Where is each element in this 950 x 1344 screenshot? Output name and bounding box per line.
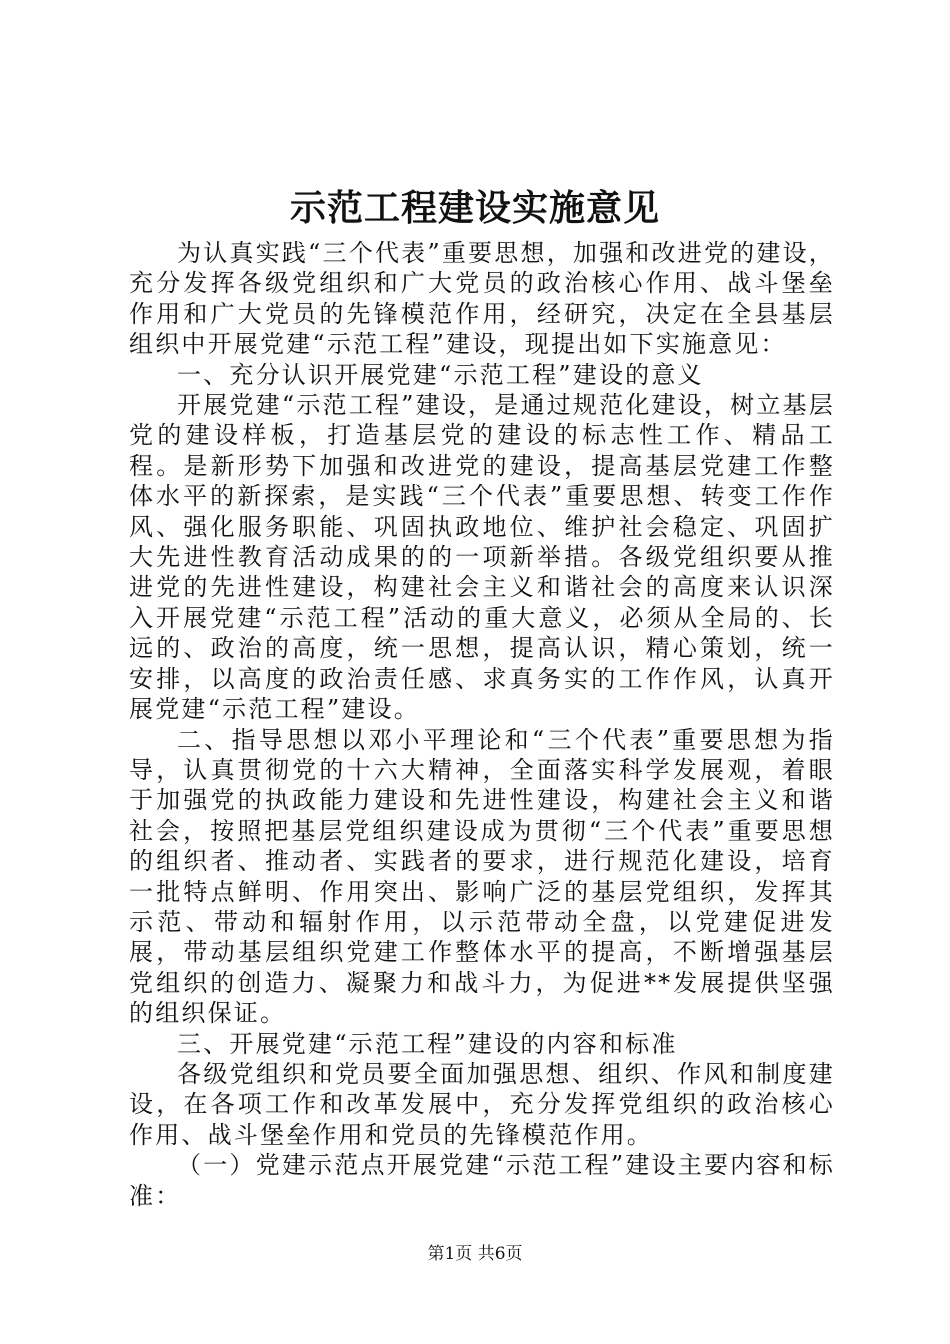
section-heading-3: 三、开展党建“示范工程”建设的内容和标准	[177, 1029, 678, 1058]
paragraph-significance: 开展党建“示范工程”建设，是通过规范化建设，树立基层党的建设样板，打造基层党的建设的标志性工作、精品工程。是新形势下加强和改进党的建设，提高基层党建工作整体水平的新探索，是实践“三个代表”重要思想、转变工作作风、强化服务职能、巩固执政地位、维护社会稳定、巩固扩大先进性教育活动成果的的一项新举措。各级党组织要从推进党的先进性建设，构建社会主义和谐社会的高度来认识深入开展党建“示范工程”活动的重大意义，必须从全局的、长远的、政治的高度，统一思想，提高认识，精心策划，统一安排，以高度的政治责任感、求真务实的工作作风，认真开展党建“示范工程”建设。	[129, 391, 835, 724]
section-heading-1: 一、充分认识开展党建“示范工程”建设的意义	[177, 360, 704, 389]
paragraph-content-standards: 各级党组织和党员要全面加强思想、组织、作风和制度建设，在各项工作和改革发展中，充分发挥党组织的政治核心作用、战斗堡垒作用和党员的先锋模范作用。	[129, 1059, 835, 1149]
document-title: 示范工程建设实施意见	[289, 187, 660, 229]
subsection-heading-1: （一）党建示范点开展党建“示范工程”建设主要内容和标准：	[129, 1151, 835, 1210]
paragraph-intro: 为认真实践“三个代表”重要思想，加强和改进党的建设，充分发挥各级党组织和广大党员的政治核心作用、战斗堡垒作用和广大党员的先锋模范作用，经研究，决定在全县基层组织中开展党建“示范工程”建设，现提出如下实施意见：	[129, 239, 835, 359]
paragraph-guiding-ideology: 二、指导思想以邓小平理论和“三个代表”重要思想为指导，认真贯彻党的十六大精神，全面落实科学发展观，着眼于加强党的执政能力建设和先进性建设，构建社会主义和谐社会，按照把基层党组织建设成为贯彻“三个代表”重要思想的组织者、推动者、实践者的要求，进行规范化建设，培育一批特点鲜明、作用突出、影响广泛的基层党组织，发挥其示范、带动和辐射作用，以示范带动全盘，以党建促进发展，带动基层组织党建工作整体水平的提高，不断增强基层党组织的创造力、凝聚力和战斗力，为促进**发展提供坚强的组织保证。	[129, 725, 835, 1028]
page-footer: 第1页 共6页	[427, 1244, 523, 1264]
document-body	[129, 238, 835, 1211]
